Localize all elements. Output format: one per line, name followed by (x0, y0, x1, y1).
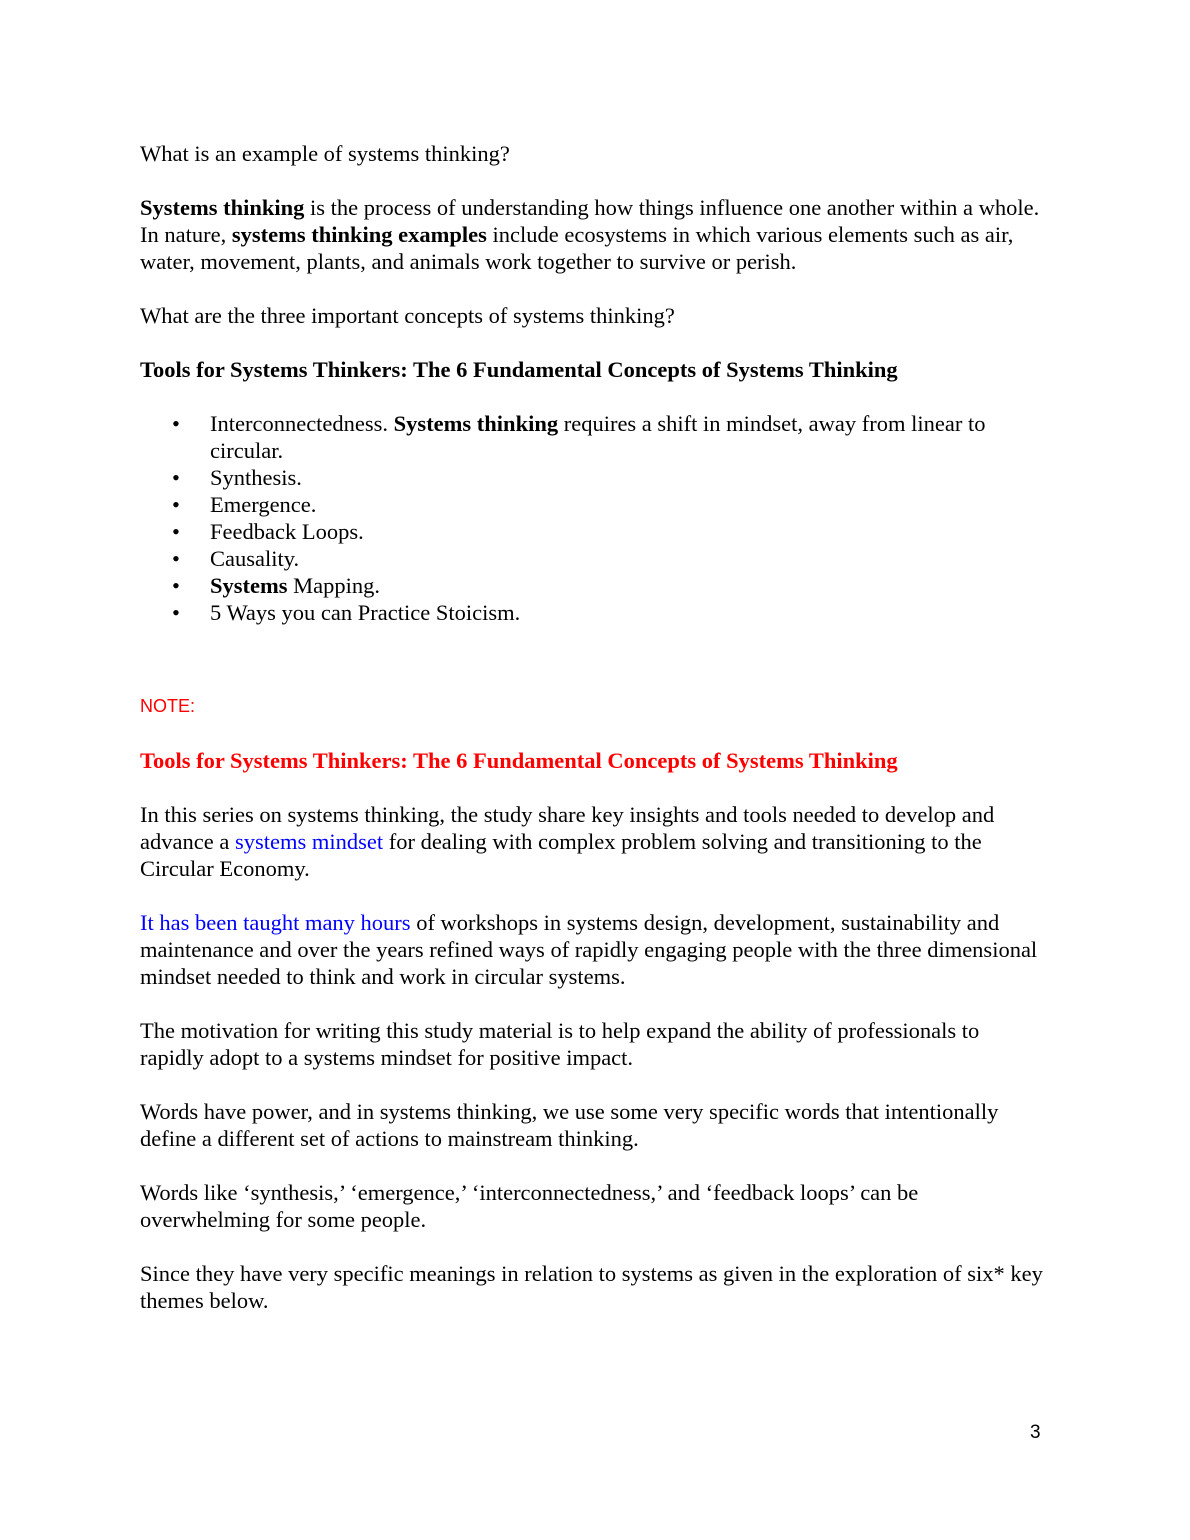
list-item (140, 464, 1045, 491)
concept-text: Synthesis. (210, 465, 302, 490)
paragraph-text: for dealing with complex problem solving and transitioning to the Circular Economy. (140, 829, 982, 881)
concept-text: Feedback Loops. (210, 519, 364, 544)
concept-text: Causality. (210, 546, 300, 571)
concept-suffix: requires a shift in mindset, away from linear to circular. (210, 411, 986, 463)
bullet-icon: • (172, 411, 180, 436)
systems-mindset-link[interactable]: systems mindset (234, 829, 384, 854)
bullet-icon: • (172, 492, 180, 517)
concept-text: Emergence. (210, 492, 317, 517)
body-paragraph (140, 801, 1045, 882)
bullet-icon: • (172, 519, 180, 544)
body-paragraph: Words like ‘synthesis,’ ‘emergence,’ ‘interconnectedness,’ and ‘feedback loops’ can be overwhelming for some people. (140, 1180, 919, 1232)
bullet-icon: • (172, 600, 180, 625)
page-number: 3 (1030, 1422, 1041, 1443)
bullet-icon: • (172, 465, 180, 490)
body-paragraph: The motivation for writing this study material is to help expand the ability of professionals to rapidly adopt to a systems mindset for positive impact. (140, 1018, 980, 1070)
concept-text: 5 Ways you can Practice Stoicism. (210, 600, 521, 625)
list-item (140, 491, 1045, 518)
definition-paragraph (140, 194, 1045, 275)
definition-term: Systems thinking (140, 195, 305, 220)
paragraph-text: of workshops in systems design, development, sustainability and maintenance and over the years refined ways of rapidly engaging people with the three dimensional mindset needed to think and work in circular systems. (140, 910, 1038, 989)
list-item (140, 599, 1045, 626)
concept-bold: Systems thinking (393, 411, 559, 436)
paragraph-text: In this series on systems thinking, the study share key insights and tools needed to develop and advance a (140, 802, 995, 854)
bullet-icon: • (172, 546, 180, 571)
list-item (140, 545, 1045, 572)
definition-part2: include ecosystems in which various elements such as air, water, movement, plants, and animals work together to survive or perish. (140, 222, 1014, 274)
body-paragraph (140, 909, 1045, 990)
body-paragraph: Since they have very specific meanings in relation to systems as given in the exploration of six* key themes below. (140, 1261, 1043, 1313)
concept-bold: Systems (210, 573, 288, 598)
definition-part1: is the process of understanding how things influence one another within a whole. In nature, (140, 195, 1040, 247)
taught-hours-link[interactable]: It has been taught many hours (140, 910, 411, 935)
page-content (140, 140, 1045, 1341)
concepts-heading: Tools for Systems Thinkers: The 6 Fundamental Concepts of Systems Thinking (140, 357, 898, 382)
note-label: NOTE: (140, 696, 196, 716)
list-item (140, 410, 1045, 464)
note-heading: Tools for Systems Thinkers: The 6 Fundamental Concepts of Systems Thinking (140, 748, 898, 773)
list-item (140, 518, 1045, 545)
list-item (140, 572, 1045, 599)
bullet-icon: • (172, 573, 180, 598)
question-example: What is an example of systems thinking? (140, 141, 510, 166)
question-concepts: What are the three important concepts of systems thinking? (140, 303, 675, 328)
concepts-list (140, 410, 1045, 626)
concept-prefix: Interconnectedness. (210, 411, 394, 436)
definition-examples: systems thinking examples (231, 222, 487, 247)
concept-suffix: Mapping. (287, 573, 380, 598)
body-paragraph: Words have power, and in systems thinking, we use some very specific words that intentionally define a different set of actions to mainstream thinking. (140, 1099, 999, 1151)
